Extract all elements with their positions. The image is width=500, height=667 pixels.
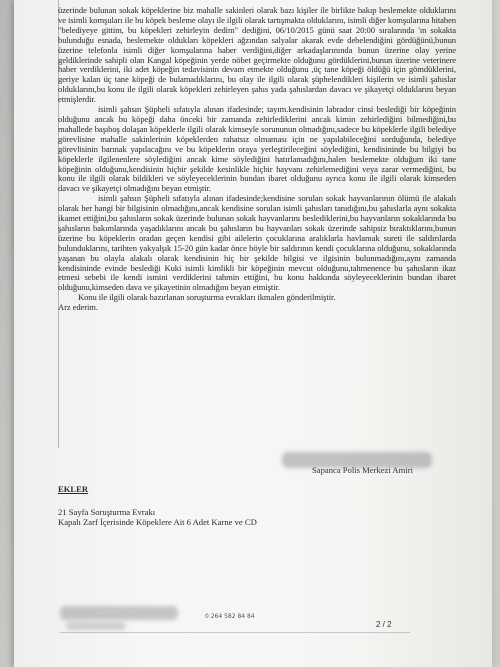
annex-item: Kapalı Zarf İçerisinde Köpeklere Ait 6 Adet Karne ve CD: [58, 517, 257, 527]
signer-title: Sapanca Polis Merkezi Amiri: [312, 465, 413, 475]
footer-address-redaction: [60, 606, 178, 620]
annex-title: EKLER: [58, 484, 89, 494]
letter-body: [58, 6, 456, 313]
footer-rule: [60, 632, 410, 633]
footer-phone: 0 264 582 84 84: [205, 613, 255, 620]
annex-item: 21 Sayfa Soruşturma Evrakı: [58, 506, 156, 517]
paragraph-suspect-2: isimli şahsın Şüpheli sıfatıyla alınan ifadesinde;kendisine sorulan sokak hayvanlarının ölümü ile alakalı olarak her hangi bir bilgisinin olmadığını,ancak kendisine sorulan isimli şahısları tanıdığını,bu şahıslarla aynı sokakta ikamet ettiğini,bu şahısların sokak üzerinde bulunan sokak hayvanlarını beslediklerini,bu hayvanların sokaklarında bu şahısların bakımlarında yaşadıklarını ancak bu şahısların bu hayvanları sokak üzerinde sahipsiz bıraktıklarını,bunun üzerine bu köpeklerin oradan geçen kendisi gibi ailelerin çocuklarına aralıklarla havlamak sureti ile saldırılarda bulunduklarını, tarihten yakyalşık 15-20 gün kadar önce böyle bir saldırının kendi çocuklarına olduğunu, sokaklarında yaşanan bu olayla alakalı olarak kendisinin hiç bir şekilde bilgisi ve ilgisinin bulunmadığını,aynı zamanda kendisininde evinde beslediği Kuki isimli kimlikli bir köpeğinin mevcut olduğunu,tahmenence bu şahısların ikaz etmesi sebebi ile kendi ismini verdiklerini tahmin ettiğini, bu konu hakkında söyleyeceklerinin bundan ibaret olduğunu,kimseden dava ve şikayetinin olmadığını beyan etmiştir.: [58, 193, 456, 293]
paragraph-suspect-1: isimli şahsın Şüpheli sıfatıyla alınan ifadesinde; tayım.kendisinin labrador cinsi beslediği bir köpeğinin olduğunu ancak bu köpeği daha önceki bir zamanda zehirlediklerini ancak kimin zehirlediğini bilmediğini,bu mahallede başıboş dolaşan köpeklerle ilgili olarak kimseyle sorununun olmadığını,sadece bu köpeklerle ilgili belediye görevlisine mahalle sakinlerinin köpeklerden rahatsız olmaması için ne yapılabileceğini sorduğunda, belediye görevlisinin barınak yapılacağını ve bu köpeklerin oraya yerleştirileceğini söylediğini, kendisininde bu bilgiyi bu köpeklerle ilgilenenlere söylediğini ancak kime söylediğini hatırlamadığını,halen beslemekte olduğum iki tane köpeğinin olduğunu,kendisinin hiçbir şekilde kesinlikle hiçbir hayvanı zehirlemediğini veya zarar vermediğini, bu konu ile ilgili olarak bildikleri ve söyleyeceklerinin bundan ibaret olduğunu ayrıca konu ile ilgili olarak kimseden davacı ve şikayetçi olmadığını beyan etmiştir.: [58, 104, 456, 194]
paragraph-complaint: üzerinde bulunan sokak köpeklerine biz mahalle sakinleri olarak bazı kişiler ile birlikte bakıp beslemekte olduklarını ve isimli komşuları ile bu köpek besleme olayı ile ilgili olarak tartışmakta olduklarını, isimli diğer komşularına hitaben "belediyeye gittim, bu köpekleri zehirleyin dedim" dediğini, 06/10/2015 günü saat 20:00 sıralarında 'ın sokakta bulunduğu esnada, beslemekte oldukları köpekleri ağzından salyalar akarak evde debelendiğini gördüğünü,bunun üzerine telefonla isimli diğer komşularına haber verdiğini,diğer arkadaşlarınında bunun üzerine olay yerine geldiklerinde sahipli olan Kangal köpeğinin yerde nöbet geçirmekte olduğunu gördüklerini,bunun üzerine veterinere haber verdiklerini, iki adet köpeğin tedavisinin devam etmekte olduğunu ,üç tane köpeği öldüğü için gömdüklerini, geriye kalan üç tane köpeği de bulamadıklarını, bu olay ile ilgili olarak şüphelendikleri kişilerin ve isimli şahıslar olduklarını,bu konu ile ilgili olarak köpekleri zehirleyen şahıs yada şahıslardan davacı ve şikayetçi olduklarını beyan etmişlerdir.: [58, 5, 456, 105]
annex-section: [58, 484, 257, 528]
footer-address-redaction-2: [66, 622, 126, 630]
page-number: 2 / 2: [376, 620, 392, 629]
closing-line: Arz ederim.: [58, 302, 98, 313]
paragraph-conclusion: Konu ile ilgili olarak hazırlanan soruşturma evrakları ikmalen gönderilmiştir.: [78, 292, 336, 303]
